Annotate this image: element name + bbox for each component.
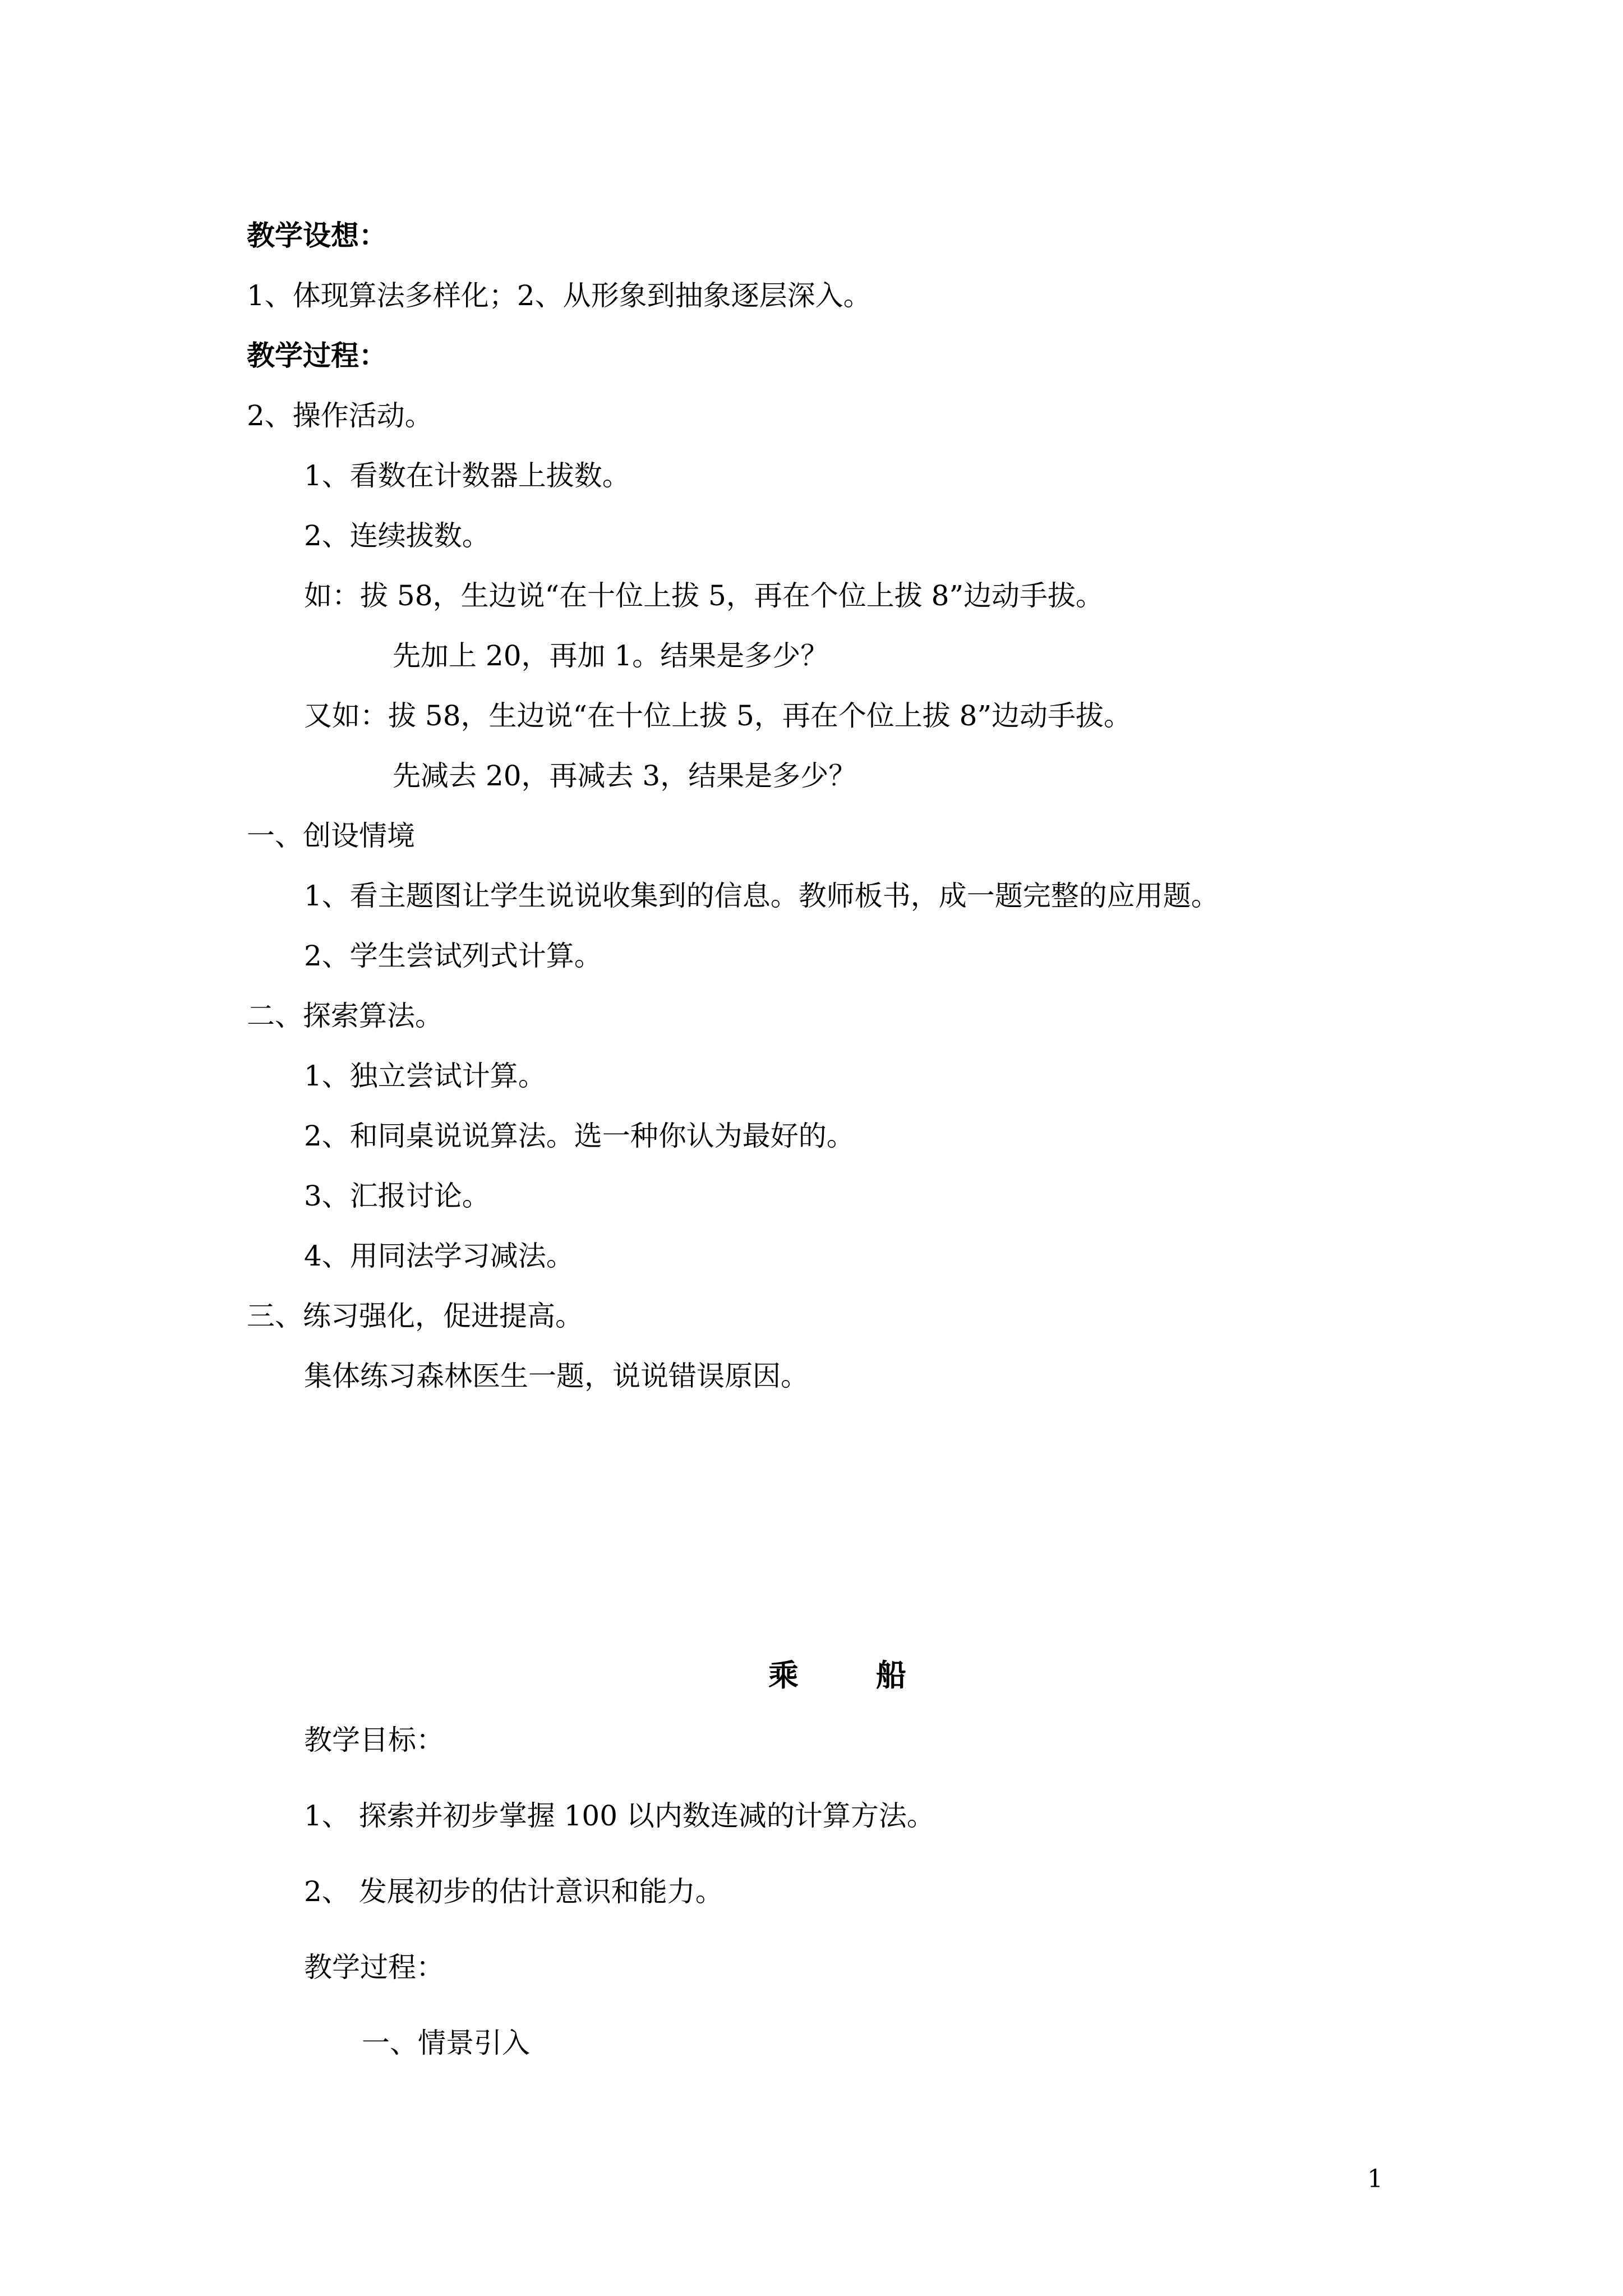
goal-item: 1、 探索并初步掌握 100 以内数连减的计算方法。: [304, 1800, 935, 1832]
idea-line: 1、体现算法多样化；2、从形象到抽象逐层深入。: [247, 279, 872, 312]
list-item: 3、汇报讨论。: [304, 1180, 490, 1212]
list-item: 1、看主题图让学生说说收集到的信息。教师板书，成一题完整的应用题。: [304, 880, 1219, 912]
list-item: 1、独立尝试计算。: [304, 1060, 546, 1092]
part-practice: 三、练习强化，促进提高。: [247, 1300, 583, 1332]
heading-teaching-process-2: 教学过程：: [304, 1951, 444, 1984]
lesson-title-char: 船: [876, 1657, 906, 1693]
list-item: 如：拔 58，生边说“在十位上拔 5，再在个位上拔 8”边动手拔。: [304, 579, 1104, 612]
step-operation-activity: 2、操作活动。: [247, 399, 433, 432]
heading-teaching-process: 教学过程：: [247, 339, 387, 372]
list-item: 先加上 20，再加 1。结果是多少？: [393, 639, 829, 672]
list-item: 集体练习森林医生一题，说说错误原因。: [304, 1360, 809, 1392]
list-item: 先减去 20，再减去 3，结果是多少？: [393, 760, 857, 792]
list-item: 4、用同法学习减法。: [304, 1240, 574, 1272]
page-number: 1: [1367, 2165, 1383, 2193]
list-item: 1、看数在计数器上拔数。: [304, 459, 630, 492]
heading-teaching-goals: 教学目标：: [304, 1724, 444, 1756]
process-item: 一、情景引入: [362, 2027, 530, 2059]
list-item: 2、和同桌说说算法。选一种你认为最好的。: [304, 1120, 855, 1152]
part-create-situation: 一、创设情境: [247, 820, 415, 852]
list-item: 又如：拔 58，生边说“在十位上拔 5，再在个位上拔 8”边动手拔。: [304, 700, 1132, 732]
goal-item: 2、 发展初步的估计意识和能力。: [304, 1875, 723, 1908]
lesson-title-char: 乘: [768, 1657, 799, 1693]
part-explore-algorithm: 二、探索算法。: [247, 1000, 443, 1032]
lesson-title: [768, 1658, 906, 1692]
heading-teaching-idea: 教学设想：: [247, 219, 387, 252]
list-item: 2、学生尝试列式计算。: [304, 940, 602, 972]
list-item: 2、连续拔数。: [304, 519, 490, 552]
